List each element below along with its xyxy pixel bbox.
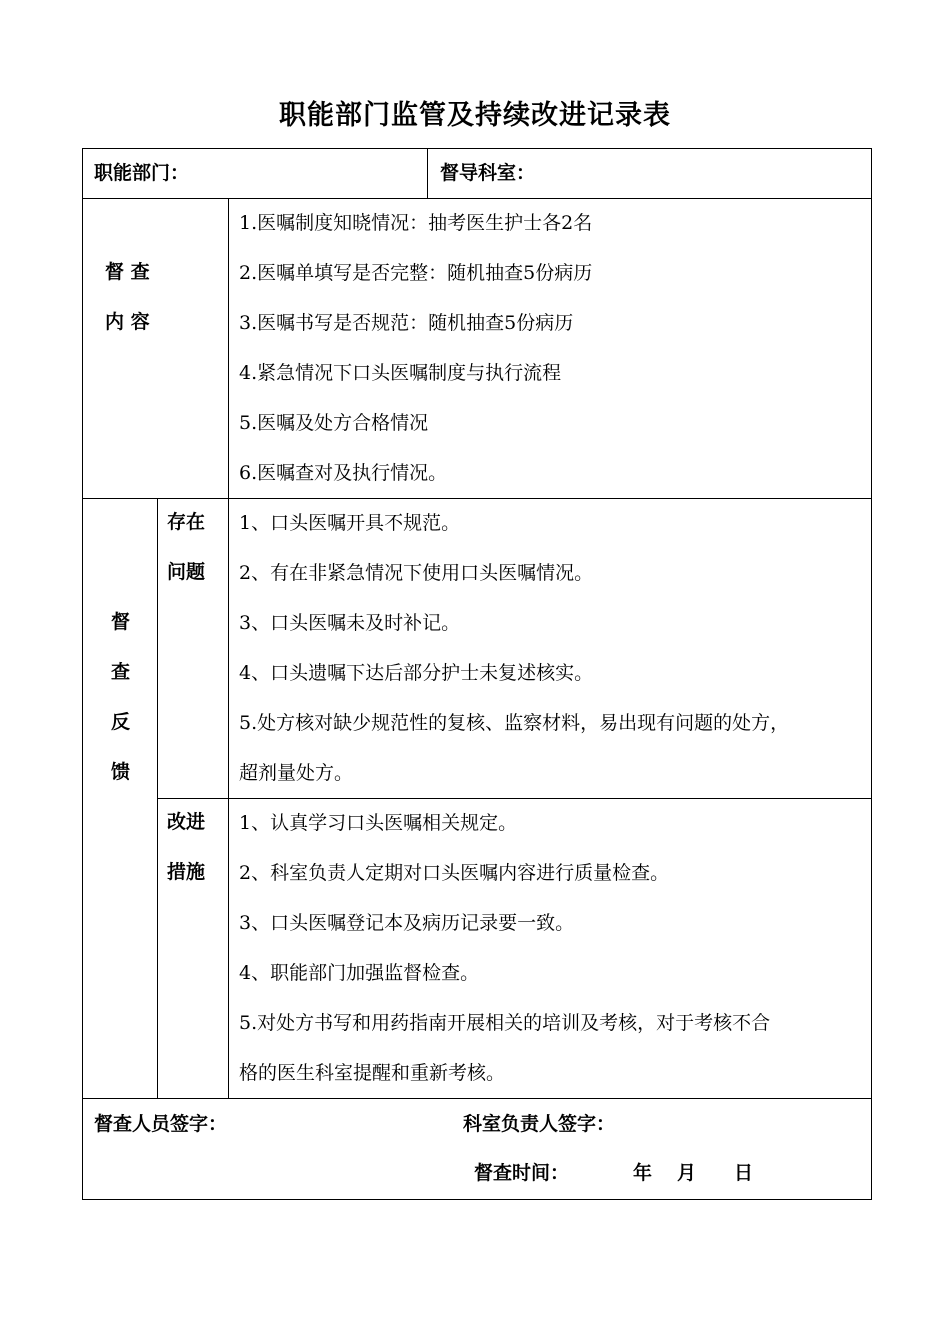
supervised-dept-label: 督导科室： — [440, 162, 536, 184]
measure-line: 格的医生科室提醒和重新考核。 — [239, 1062, 506, 1084]
measure-line: 4、职能部门加强监督检查。 — [239, 962, 480, 984]
problem-line: 超剂量处方。 — [239, 762, 354, 784]
problem-line: 3、口头医嘱未及时补记。 — [239, 612, 461, 634]
measures-label-line2: 措施 — [167, 861, 206, 883]
year-label: 年 — [633, 1162, 653, 1184]
problems-list — [239, 498, 869, 798]
form-title: 职能部门监管及持续改进记录表 — [279, 100, 671, 131]
inspection-content-label-line2: 内 容 — [105, 311, 150, 333]
measures-label-line1: 改进 — [167, 811, 206, 833]
inspection-item: 2.医嘱单填写是否完整：随机抽查5份病历 — [239, 262, 593, 284]
inspection-items-list — [239, 198, 869, 498]
measure-line: 1、认真学习口头医嘱相关规定。 — [239, 812, 518, 834]
inspection-item: 1.医嘱制度知晓情况：抽考医生护士各2名 — [239, 212, 593, 234]
col-divider-main — [228, 198, 229, 1098]
problem-line: 4、口头遗嘱下达后部分护士未复述核实。 — [239, 662, 594, 684]
problem-line: 2、有在非紧急情况下使用口头医嘱情况。 — [239, 562, 594, 584]
col-divider-header — [427, 149, 428, 198]
problems-label-line2: 问题 — [167, 561, 206, 583]
measure-line: 2、科室负责人定期对口头医嘱内容进行质量检查。 — [239, 862, 670, 884]
col-divider-feedback — [157, 498, 158, 1098]
measures-list — [239, 798, 869, 1098]
month-label: 月 — [677, 1162, 697, 1184]
inspection-item: 5.医嘱及处方合格情况 — [239, 412, 429, 434]
record-table — [82, 148, 872, 1200]
feedback-label-char: 查 — [111, 661, 131, 683]
problem-line: 1、口头医嘱开具不规范。 — [239, 512, 461, 534]
problem-line: 5.处方核对缺少规范性的复核、监察材料，易出现有问题的处方， — [239, 712, 790, 734]
inspection-item: 6.医嘱查对及执行情况。 — [239, 462, 448, 484]
measure-line: 5.对处方书写和用药指南开展相关的培训及考核，对于考核不合 — [239, 1012, 771, 1034]
feedback-label-char: 馈 — [111, 761, 131, 783]
day-label: 日 — [734, 1162, 754, 1184]
dept-head-signature-label: 科室负责人签字： — [463, 1113, 616, 1135]
feedback-label-char: 督 — [111, 611, 131, 633]
dept-field-label: 职能部门： — [94, 162, 190, 184]
feedback-label-char: 反 — [111, 711, 131, 733]
row-divider-measures — [83, 1098, 871, 1099]
measure-line: 3、口头医嘱登记本及病历记录要一致。 — [239, 912, 575, 934]
inspection-item: 4.紧急情况下口头医嘱制度与执行流程 — [239, 362, 562, 384]
problems-label-line1: 存在 — [167, 511, 206, 533]
inspection-time-label: 督查时间： — [474, 1162, 570, 1184]
inspection-item: 3.医嘱书写是否规范：随机抽查5份病历 — [239, 312, 574, 334]
inspection-content-label-line1: 督 查 — [105, 261, 150, 283]
inspector-signature-label: 督查人员签字： — [94, 1113, 228, 1135]
